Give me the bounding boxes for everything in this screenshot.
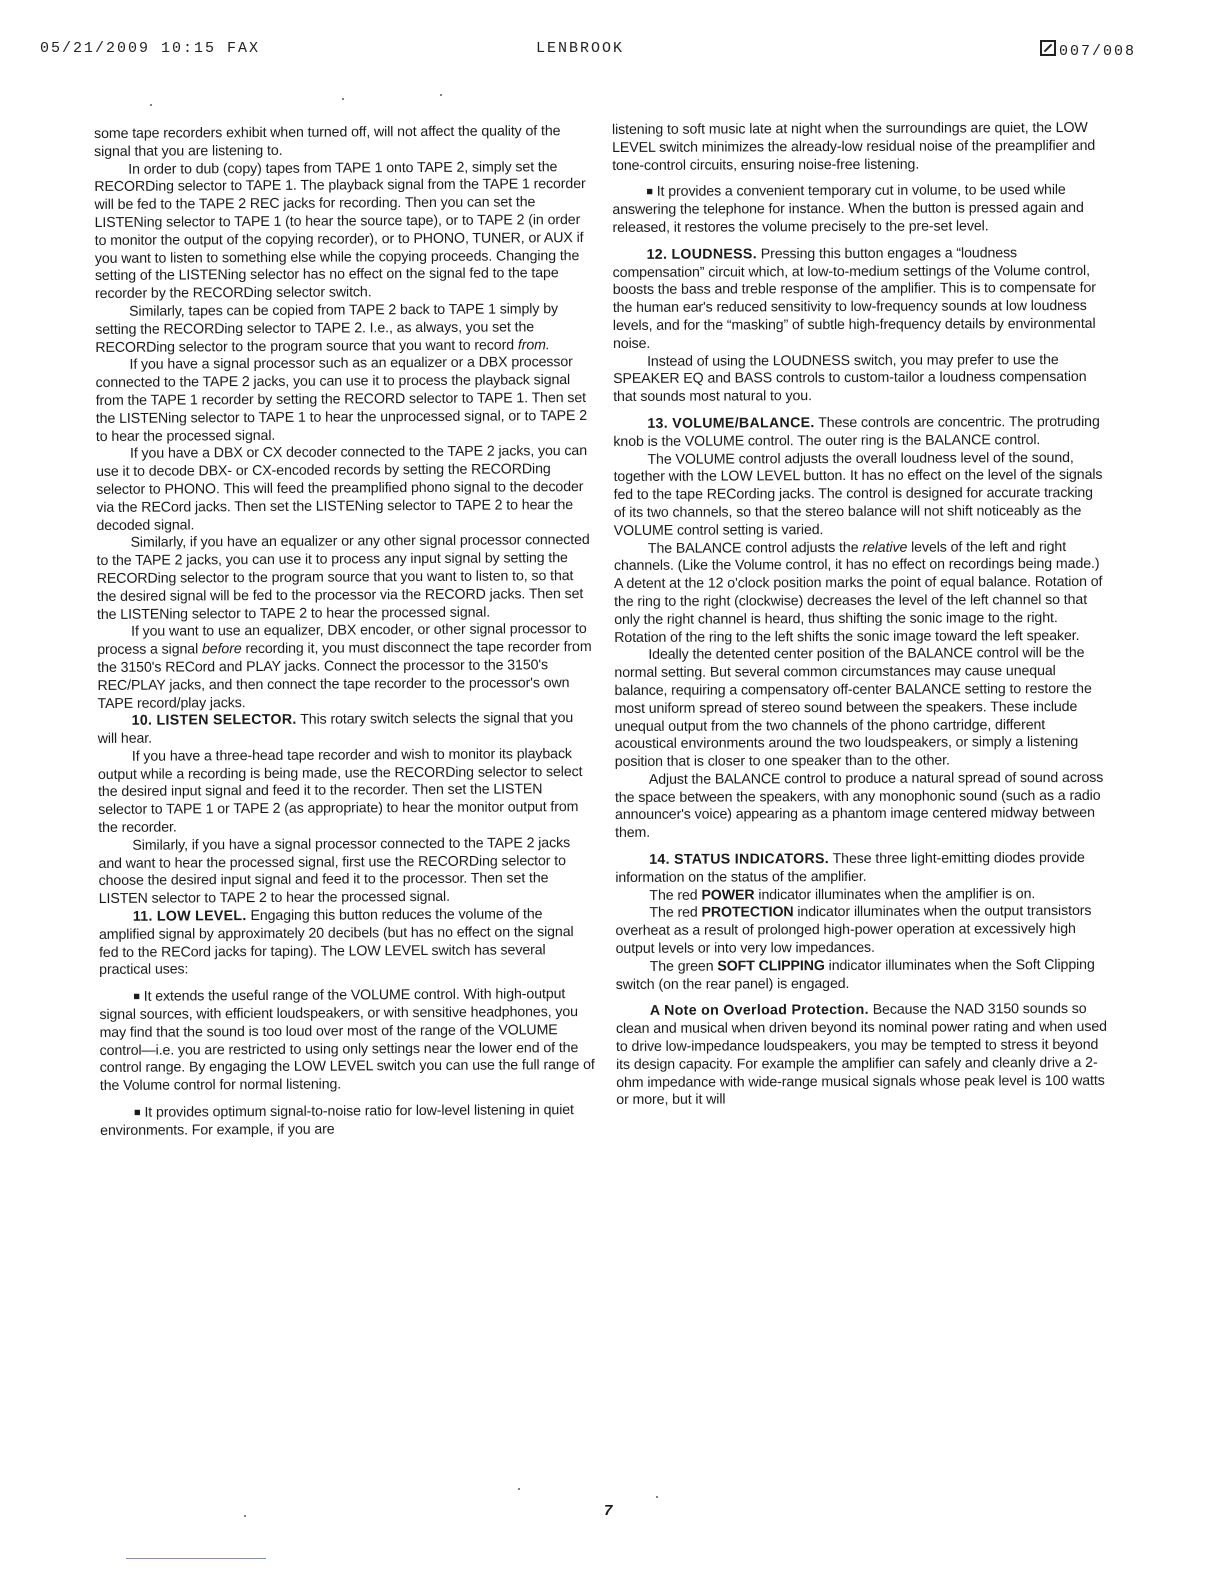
paragraph: listening to soft music late at night when the surroundings are quiet, the LOW LEVEL switch minimizes the already-low residual noise of the preamplifier and tone-control circuits, ensuring noise-free listening. <box>612 119 1096 174</box>
footer-rule <box>126 1558 266 1559</box>
section-14 <box>615 850 1107 888</box>
section-heading: A Note on Overload Protection. <box>649 1002 869 1020</box>
bullet-square-icon: ■ <box>133 990 140 1004</box>
bullet-item <box>99 986 596 1096</box>
paragraph-text: levels of the left and right channels. (Like the Volume control, it has no effect on recordings being made.) A detent at the 12 o'clock position marks the point of equal balance. Rotation of the ring to the right (clockwise) decreases the level of the left channel so that only the right channel is heard, thus shifting the sonic image to the right. Rotation of the ring to the left shifts the sonic image toward the left speaker. <box>613 538 1103 646</box>
section-text: Pressing this button engages a “loudness compensation” circuit which, at low-to-medium settings of the Volume control, boosts the bass and treble response of the amplifier. This is to compensate for the human ear's reduced sensitivity to low-frequency sounds at low loudness levels, and for the “masking” of subtle high-frequency details by environmental noise. <box>612 245 1096 352</box>
paragraph-text: recording it, you must disconnect the tape recorder from the 3150's RECord and PLAY jacks. Connect the processor to the 3150's REC/PLAY jacks, and then connect the tape recorder to the processor's own TAPE record/play jacks. <box>97 639 592 712</box>
bullet-item <box>612 182 1104 238</box>
right-column <box>612 120 1108 1110</box>
paragraph: some tape recorders exhibit when turned off, will not affect the quality of the signal that you are listening to. <box>94 123 561 160</box>
paragraph: Ideally the detented center position of the BALANCE control will be the normal setting. But several common circumstances may cause unequal balance, requiring a compensatory off-center BALANCE setting to restore the most uniform spread of stereo sound between the speakers. These include unequal output from the two channels of the phono cartridge, different acoustical environments around the two loudspeakers, or simply a listening position that is closer to one speaker than to the other. <box>614 645 1092 771</box>
indicator-name: POWER <box>701 887 755 904</box>
paragraph: Adjust the BALANCE control to produce a natural spread of sound across the space between the speakers, with any monophonic sound (such as a radio announcer's voice) appearing as a phantom image centered midway between them. <box>614 769 1104 842</box>
fax-header <box>40 40 1136 64</box>
scan-speck <box>518 1488 520 1490</box>
paragraph-text: indicator illuminates when the Soft Clipping switch (on the rear panel) is engaged. <box>615 956 1095 993</box>
section-heading: 14. STATUS INDICATORS. <box>649 851 830 868</box>
section-text: Engaging this button reduces the volume of the amplified signal by approximately 20 decibels (but has no effect on the signal fed to the RECord jacks for taping). The LOW LEVEL switch has several practical uses: <box>98 906 574 979</box>
paragraph-text: Similarly, tapes can be copied from TAPE 2 back to TAPE 1 simply by setting the RECORDing selector to TAPE 2. I.e., as always, you set the RECORDing selector to the program source that you want to record <box>95 301 559 356</box>
paragraph <box>616 957 1108 995</box>
paragraph-text: indicator illuminates when the output transistors overheat as a result of prolonged high-power operation at excessively high output levels or into very low impedances. <box>615 903 1092 958</box>
paragraph-text: The red <box>649 887 702 904</box>
emphasis-text: relative <box>862 539 908 556</box>
paragraph: Similarly, if you have an equalizer or any other signal processor connected to the TAPE 2 jacks, you can use it to process any input signal by setting the RECORDing selector to the program source that you want to listen to, so that the desired signal will be fed to the processor via the RECORD jacks. Then set the LISTENing selector to TAPE 2 to hear the processed signal. <box>96 532 590 623</box>
page-number: 7 <box>604 1502 613 1519</box>
paragraph <box>95 301 591 357</box>
indicator-name: SOFT CLIPPING <box>717 957 825 975</box>
scan-speck <box>244 1515 246 1517</box>
paragraph <box>615 903 1107 959</box>
scan-speck <box>440 94 442 96</box>
scan-speck <box>342 98 344 100</box>
emphasis-text: before <box>201 641 242 658</box>
bullet-text: It provides optimum signal-to-noise ratio for low-level listening in quiet environments. For example, if you are <box>100 1102 574 1139</box>
paragraph: If you have a DBX or CX decoder connected to the TAPE 2 jacks, you can use it to decode DBX- or CX-encoded records by setting the RECORDing selector to PHONO. This will feed the preamplified phono signal to the decoder via the RECord jacks. Then set the LISTENing selector to TAPE 2 to hear the decoded signal. <box>96 443 588 534</box>
section-heading: 13. VOLUME/BALANCE. <box>647 415 815 432</box>
paragraph-text: The green <box>649 958 718 975</box>
emphasis-text: from. <box>517 336 550 353</box>
paragraph-text: indicator illuminates when the amplifier is on. <box>754 885 1036 904</box>
paragraph: In order to dub (copy) tapes from TAPE 1 onto TAPE 2, simply set the RECORDing selector to TAPE 1. The playback signal from the TAPE 1 recorder will be fed to the TAPE 2 REC jacks for recording. Then you can set the LISTENing selector to TAPE 1 (to hear the source tape), or to TAPE 2 (in order to monitor the output of the copying recorder), or to PHONO, TUNER, or AUX if you want to listen to something else while the copying proceeds. Changing the setting of the LISTENing selector has no effect on the signal fed to the tape recorder by the RECORDing selector switch. <box>94 158 586 303</box>
section-text: These controls are concentric. The protruding knob is the VOLUME control. The outer ring is the BALANCE control. <box>613 413 1100 450</box>
scan-speck <box>150 104 152 106</box>
paragraph <box>614 538 1106 647</box>
bullet-text: It provides a convenient temporary cut in volume, to be used while answering the telephone for instance. When the button is pressed again and released, it restores the volume precisely to the pre-set level. <box>612 182 1084 236</box>
paragraph-text: The red <box>649 905 702 922</box>
bullet-item <box>100 1102 596 1141</box>
paragraph: The VOLUME control adjusts the overall loudness level of the sound, together with the LOW LEVEL button. It has no effect on the level of the signals fed to the tape RECording jacks. The control is designed for accurate tracking of its two channels, so that the stereo balance will not shift noticeably as the VOLUME control setting is varied. <box>613 449 1103 539</box>
section-heading: 10. LISTEN SELECTOR. <box>131 712 297 730</box>
bullet-text: It extends the useful range of the VOLUME control. With high-output signal sources, with efficient loudspeakers, or with sensitive headphones, you may find that the sound is too loud over most of the range of the VOLUME control—i.e. you are restricted to using only settings near the lower end of the control range. By engaging the LOW LEVEL switch you can use the full range of the Volume control for normal listening. <box>99 986 595 1095</box>
fax-checkbox-icon <box>1040 40 1056 56</box>
paragraph <box>615 886 1107 906</box>
section-text: Because the NAD 3150 sounds so clean and musical when driven beyond its nominal power rating and when used to drive low-impedance loudspeakers, you may be tempted to stress it beyond its design capacity. For example the amplifier can safely and cleanly drive a 2-ohm impedance with wide-range musical signals whose peak level is 100 watts or more, but it will <box>615 1001 1107 1109</box>
paragraph-text: The BALANCE control adjusts the <box>647 539 863 557</box>
left-column <box>94 123 596 1141</box>
overload-note <box>616 1001 1108 1110</box>
fax-date-time: 05/21/2009 10:15 FAX <box>40 40 261 57</box>
paragraph: If you have a three-head tape recorder and wish to monitor its playback output while a recording is being made, use the RECORDing selector to select the desired input signal and feed it to the recorder. Then set the LISTEN selector to TAPE 1 or TAPE 2 (as appropriate) to hear the monitor output from the recorder. <box>97 745 583 837</box>
section-text: This rotary switch selects the signal that you will hear. <box>97 710 574 748</box>
paragraph: If you have a signal processor such as an equalizer or a DBX processor connected to the TAPE 2 jacks, you can use it to process the playback signal from the TAPE 1 recorder by setting the RECORD selector to TAPE 1. Then set the LISTENing selector to TAPE 1 to hear the unprocessed signal, or to TAPE 2 to hear the processed signal. <box>95 354 588 445</box>
section-10 <box>98 710 594 749</box>
paragraph <box>97 621 594 713</box>
fax-page-counter: 007/008 <box>1058 43 1136 60</box>
bullet-square-icon: ■ <box>646 186 653 199</box>
indicator-name: PROTECTION <box>701 904 794 922</box>
section-heading: 11. LOW LEVEL. <box>132 908 247 925</box>
section-13 <box>613 414 1105 452</box>
scan-speck <box>656 1496 658 1498</box>
section-11 <box>99 906 595 980</box>
paragraph: Instead of using the LOUDNESS switch, you may prefer to use the SPEAKER EQ and BASS controls to custom-tailor a loudness compensation that sounds most natural to you. <box>613 351 1087 406</box>
section-12 <box>613 245 1105 354</box>
paragraph-text: If you want to use an equalizer, DBX encoder, or other signal processor to process a signal <box>97 621 587 659</box>
section-text: These three light-emitting diodes provide information on the status of the amplifier. <box>615 850 1085 886</box>
section-heading: 12. LOUDNESS. <box>646 246 757 263</box>
paragraph: Similarly, if you have a signal processor connected to the TAPE 2 jacks and want to hear the processed signal, first use the RECORDing selector to choose the desired input signal and feed it to the processor. Then set the LISTEN selector to TAPE 2 to hear the processed signal. <box>98 834 571 908</box>
fax-page-counter-group <box>1040 40 1136 60</box>
bullet-square-icon: ■ <box>133 1106 141 1119</box>
fax-sender: LENBROOK <box>536 40 625 57</box>
